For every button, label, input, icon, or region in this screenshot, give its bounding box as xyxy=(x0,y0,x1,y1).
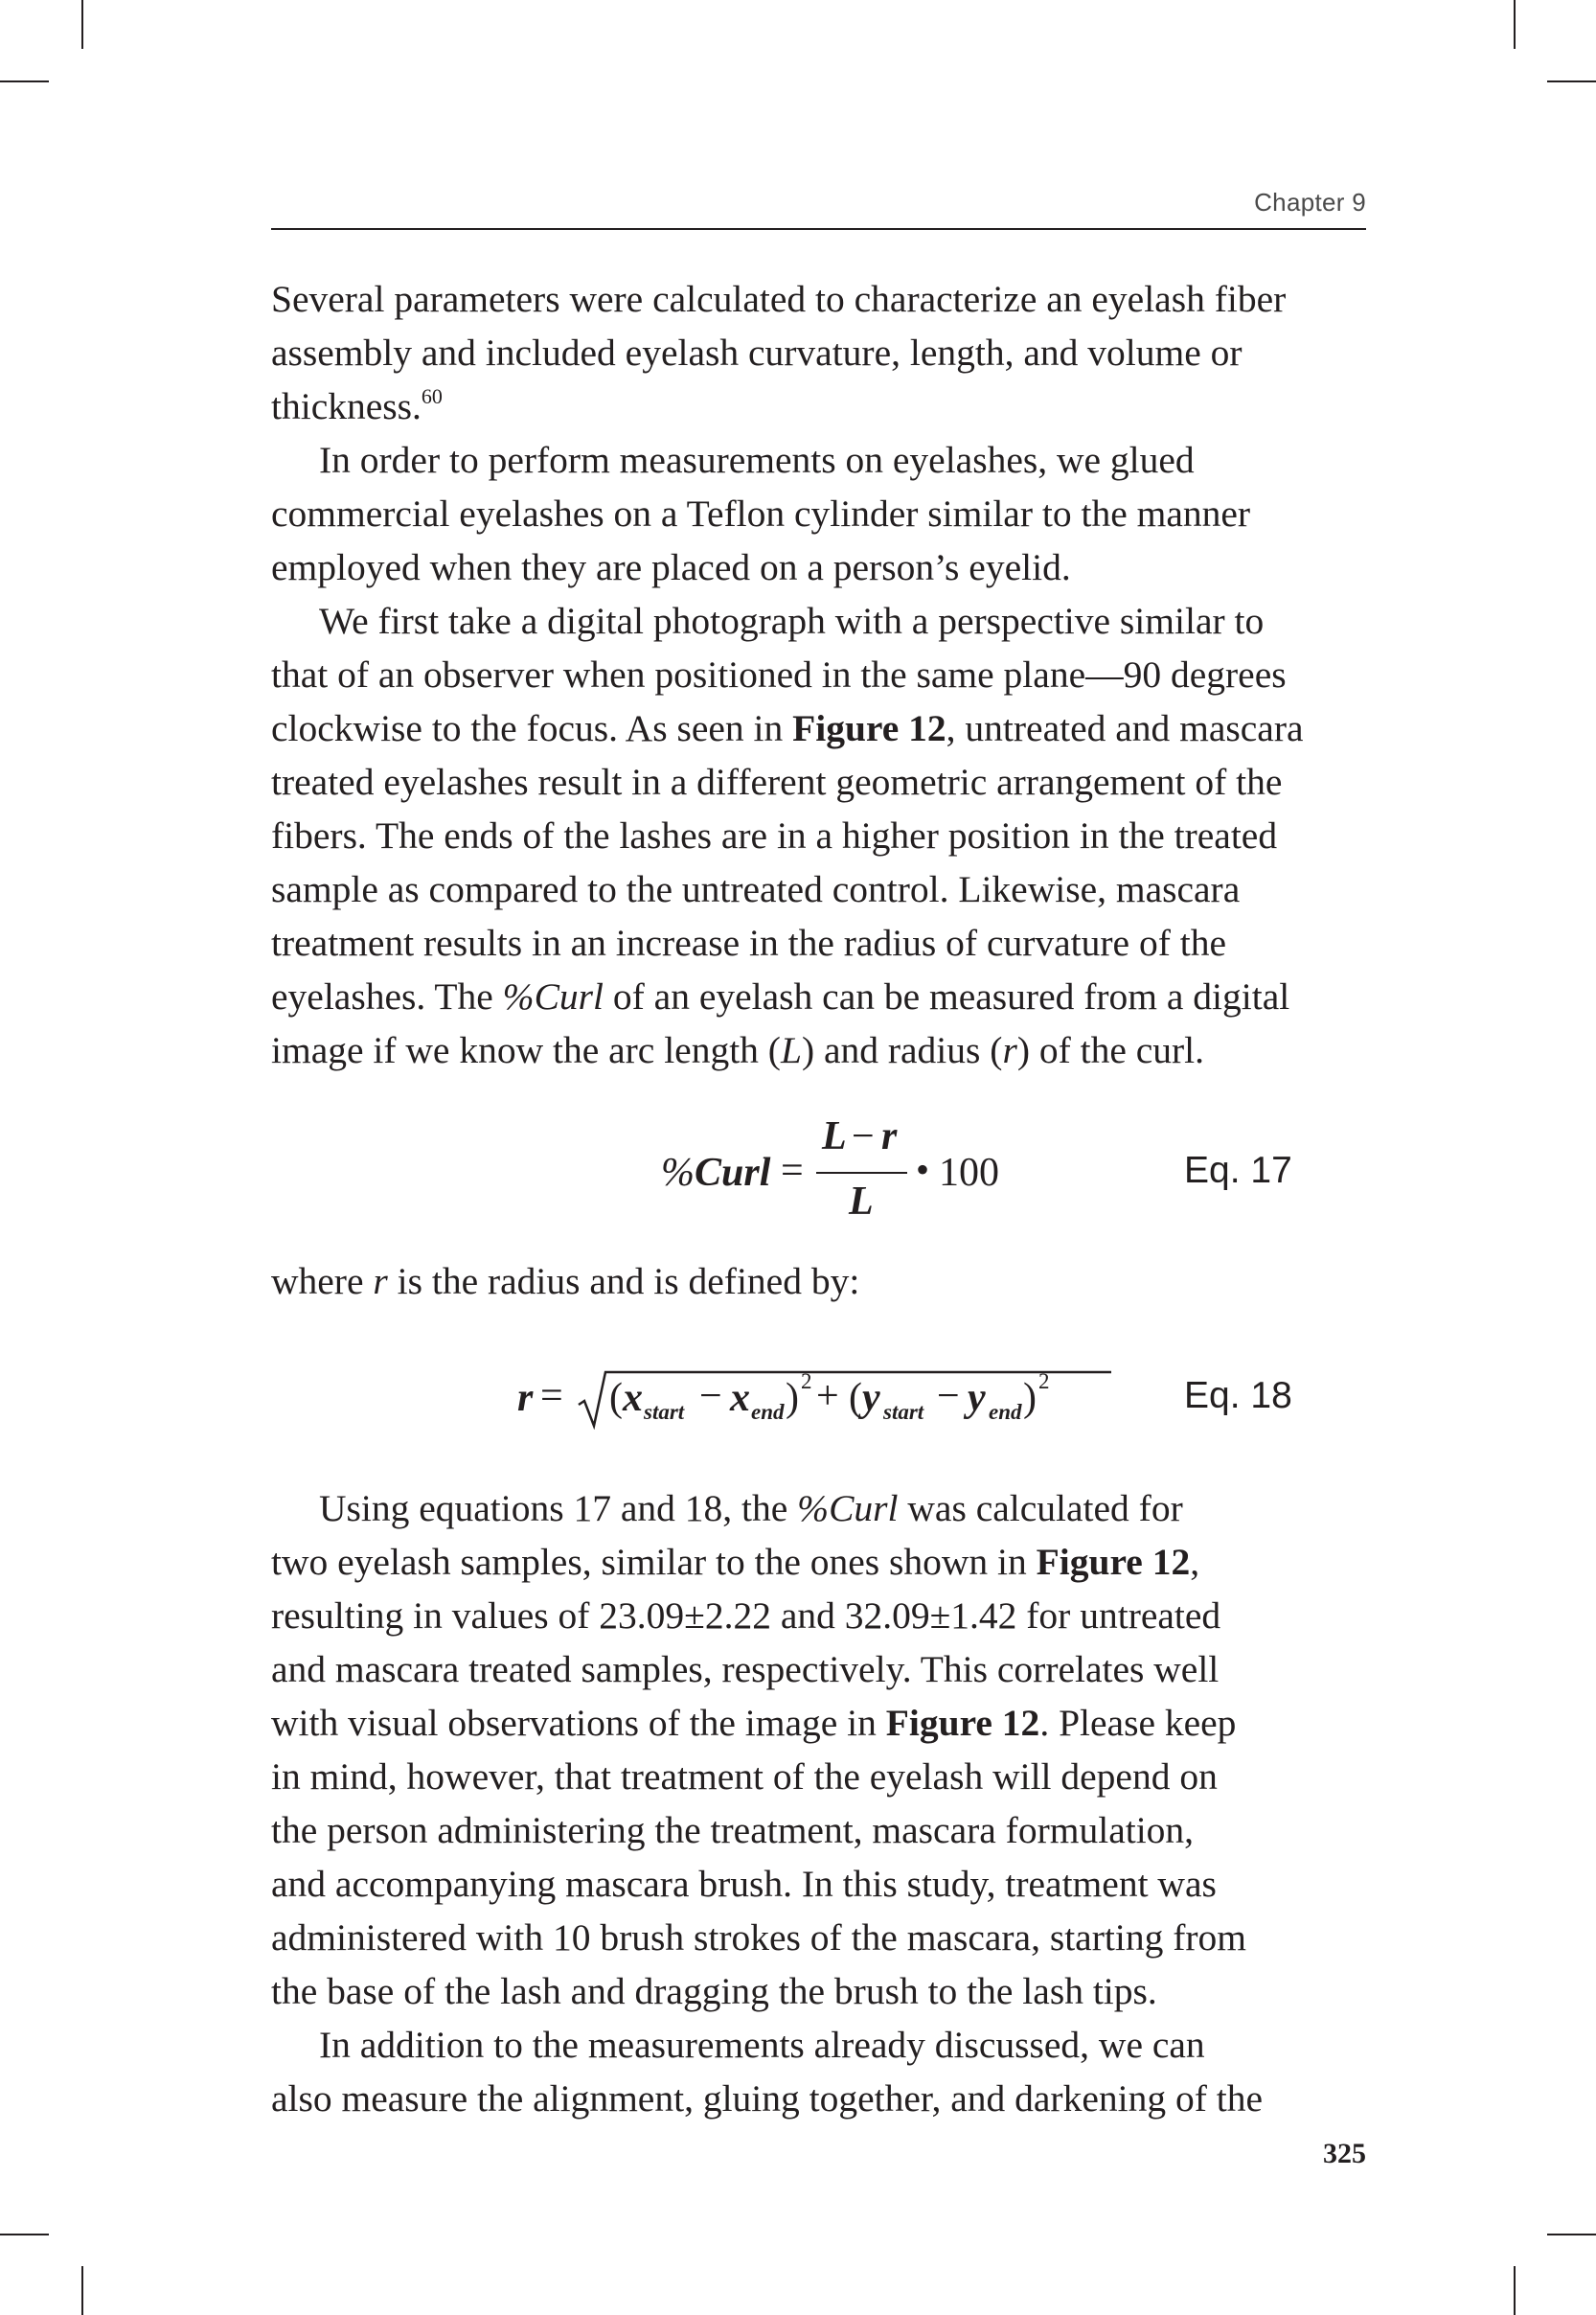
running-head-chapter: Chapter 9 xyxy=(1254,188,1366,217)
text-line: also measure the alignment, gluing together, and darkening of the xyxy=(271,2077,1263,2120)
crop-mark xyxy=(1514,0,1516,49)
text-line: eyelashes. The %Curl of an eyelash can be measured from a digital xyxy=(271,975,1290,1018)
text-line: resulting in values of 23.09±2.22 and 32.09±1.42 for untreated xyxy=(271,1594,1221,1637)
text-line: treatment results in an increase in the radius of curvature of the xyxy=(271,922,1226,964)
text-line: the base of the lash and dragging the brush to the lash tips. xyxy=(271,1970,1157,2012)
text-line: with visual observations of the image in Figure 12. Please keep xyxy=(271,1702,1237,1744)
text-line: clockwise to the focus. As seen in Figure 12, untreated and mascara xyxy=(271,707,1304,749)
text-line: administered with 10 brush strokes of the mascara, starting from xyxy=(271,1916,1246,1959)
crop-mark xyxy=(1514,2266,1516,2315)
text-line: treated eyelashes result in a different geometric arrangement of the xyxy=(271,761,1283,803)
body-text-bottom xyxy=(271,1481,1378,2125)
text-line: We first take a digital photograph with a perspective similar to xyxy=(319,600,1265,642)
text-line: image if we know the arc length (L) and radius (r) of the curl. xyxy=(271,1029,1205,1071)
text-line: employed when they are placed on a person’s eyelid. xyxy=(271,546,1071,588)
equation-17: % Curl = L − r L • 100 xyxy=(661,1114,999,1224)
equation-18: r = ( x start − x end ) 2 + ( y start − y end ) 2 xyxy=(517,1356,1073,1433)
text-line: two eyelash samples, similar to the ones shown in Figure 12, xyxy=(271,1541,1200,1583)
text-line: and mascara treated samples, respectively. This correlates well xyxy=(271,1648,1220,1690)
reference-superscript: 60 xyxy=(421,384,443,408)
equation-18-label: Eq. 18 xyxy=(1184,1375,1292,1416)
text-line: where r is the radius and is defined by: xyxy=(271,1260,860,1302)
crop-mark xyxy=(81,2266,83,2315)
figure-reference: Figure 12 xyxy=(885,1702,1040,1744)
crop-mark xyxy=(0,80,49,82)
text-line: In order to perform measurements on eyelashes, we glued xyxy=(319,439,1195,481)
text-line: assembly and included eyelash curvature, length, and volume or xyxy=(271,332,1243,374)
crop-mark xyxy=(81,0,83,49)
where-line xyxy=(271,1254,1378,1308)
text-line: in mind, however, that treatment of the eyelash will depend on xyxy=(271,1755,1218,1798)
text-line: sample as compared to the untreated control. Likewise, mascara xyxy=(271,868,1241,910)
text-line: In addition to the measurements already discussed, we can xyxy=(319,2024,1205,2066)
equation-17-label: Eq. 17 xyxy=(1184,1150,1292,1191)
figure-reference: Figure 12 xyxy=(1036,1541,1191,1583)
crop-mark xyxy=(1547,80,1596,82)
text-line: commercial eyelashes on a Teflon cylinder similar to the manner xyxy=(271,493,1251,535)
text-line: and accompanying mascara brush. In this study, treatment was xyxy=(271,1863,1217,1905)
text-line: thickness.$^{60}$ xyxy=(271,384,443,427)
text-line: that of an observer when positioned in the same plane—90 degrees xyxy=(271,653,1287,696)
text-line: the person administering the treatment, mascara formulation, xyxy=(271,1809,1195,1851)
header-rule xyxy=(271,228,1366,230)
text-line: Using equations 17 and 18, the %Curl was calculated for xyxy=(319,1487,1183,1529)
body-text-top xyxy=(271,272,1378,1077)
figure-reference: Figure 12 xyxy=(792,707,946,749)
crop-mark xyxy=(0,2234,49,2235)
text-line: Several parameters were calculated to characterize an eyelash fiber xyxy=(271,278,1287,320)
text-line: fibers. The ends of the lashes are in a higher position in the treated xyxy=(271,814,1278,857)
fraction-bar xyxy=(816,1172,907,1174)
page-number: 325 xyxy=(1323,2138,1366,2169)
crop-mark xyxy=(1547,2234,1596,2235)
